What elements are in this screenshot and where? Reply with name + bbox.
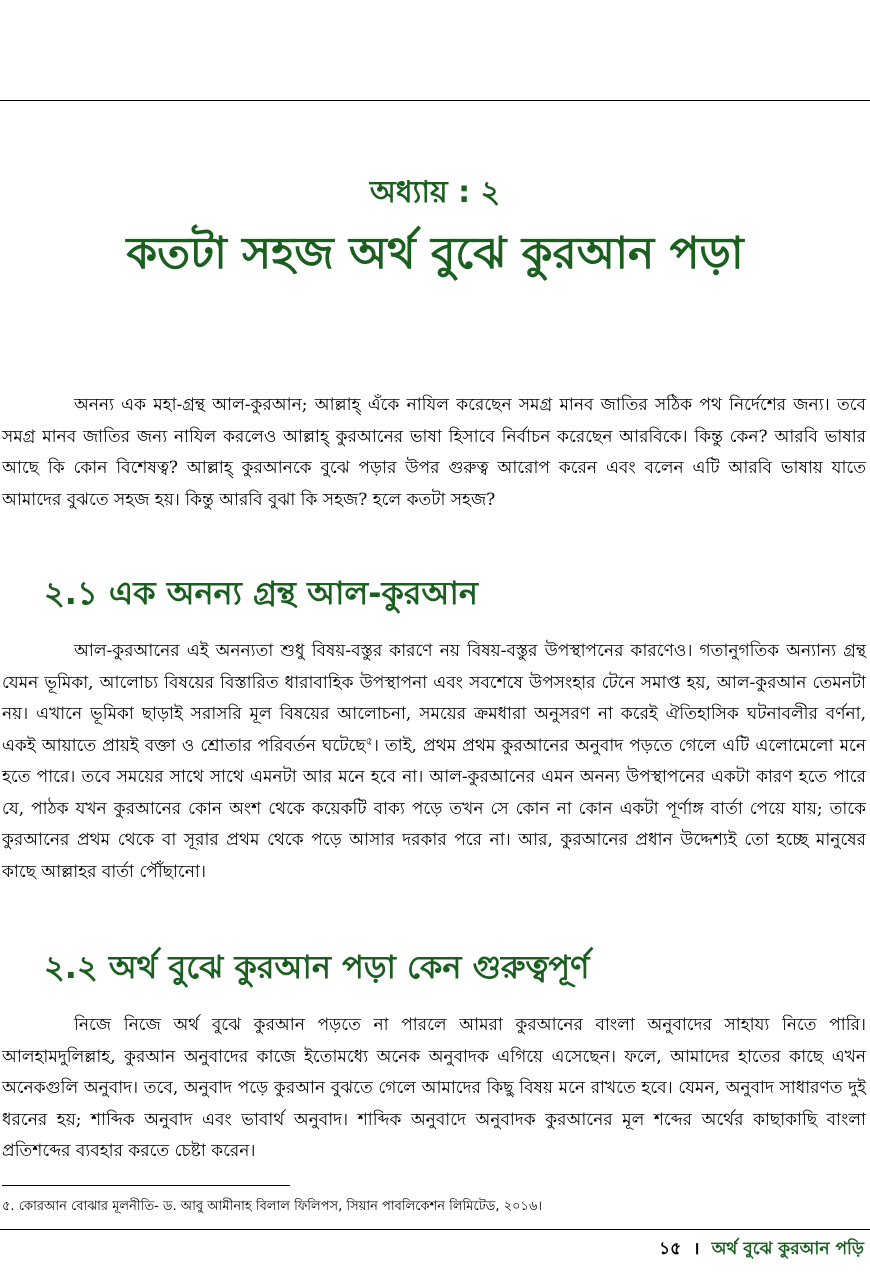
section-heading-2-2: ২.২ অর্থ বুঝে কুরআন পড়া কেন গুরুত্বপূর্ণ [44, 948, 590, 986]
section-2-1-text-b: । তাই, প্রথম প্রথম কুরআনের অনুবাদ পড়তে গেলে এটি এলোমেলো মনে হতে পারে। তবে সময়ের সাথে সাথে এমনটা আর মনে হবে না। আল-কুরআনের এমন অনন্য উপস্থাপনের একটা কারণ হতে পারে যে, পাঠক যখন কুরআনের কোন অংশ থেকে কয়েকটি বাক্য পড়ে তখন সে কোন না কোন একটা পূর্ণাঙ্গ বার্তা পেয়ে যায়; তাকে কুরআনের প্রথম থেকে বা সূরার প্রথম থেকে পড়ে আসার দরকার পরে না। আর, কুরআনের প্রধান উদ্দেশ্যই তো হচ্ছে মানুষের কাছে আল্লাহর বার্তা পৌঁছানো। [2, 735, 866, 882]
footer-separator: । [693, 1239, 700, 1259]
section-heading-2-1: ২.১ এক অনন্য গ্রন্থ আল-কুরআন [44, 574, 478, 612]
footer-rule [0, 1229, 870, 1230]
intro-paragraph: অনন্য এক মহা-গ্রন্থ আল-কুরআন; আল্লাহ্ এঁকে নাযিল করেছেন সমগ্র মানব জাতির সঠিক পথ নির্দেশের জন্য। তবে সমগ্র মানব জাতির জন্য নাযিল করলেও আল্লাহ্ কুরআনের ভাষা হিসাবে নির্বাচন করেছেন আরবিকে। কিন্তু কেন? আরবি ভাষার আছে কি কোন বিশেষত্ব? আল্লাহ্ কুরআনকে বুঝে পড়ার উপর গুরুত্ব আরোপ করেন এবং বলেন এটি আরবি ভাষায় যাতে আমাদের বুঝতে সহজ হয়। কিন্তু আরবি বুঝা কি সহজ? হলে কতটা সহজ? [2, 395, 866, 510]
footnote: ৫. কোরআন বোঝার মূলনীতি- ড. আবু আমীনাহ বিলাল ফিলিপস, সিয়ান পাবলিকেশন লিমিটেড, ২০১৬। [2, 1199, 543, 1214]
chapter-title: কতটা সহজ অর্থ বুঝে কুরআন পড়া [126, 228, 744, 279]
section-2-1-paragraph [2, 636, 866, 888]
section-2-1-text-a: আল-কুরআনের এই অনন্যতা শুধু বিষয়-বস্তুর কারণে নয় বিষয়-বস্তুর উপস্থাপনের কারণেও। গতানুগতিক অন্যান্য গ্রন্থ যেমন ভূমিকা, আলোচ্য বিষয়ের বিস্তারিত ধারাবাহিক উপস্থাপনা এবং সবশেষে উপসংহার টেনে সমাপ্ত হয়, আল-কুরআন তেমনটা নয়। এখানে ভূমিকা ছাড়াই সরাসরি মূল বিষয়ের আলোচনা, সময়ের ক্রমধারা অনুসরণ না করেই ঐতিহাসিক ঘটনাবলীর বর্ণনা, একই আয়াতে প্রায়ই বক্তা ও শ্রোতার পরিবর্তন ঘটেছে [2, 641, 866, 756]
section-2-2-paragraph: নিজে নিজে অর্থ বুঝে কুরআন পড়তে না পারলে আমরা কুরআনের বাংলা অনুবাদের সাহায্য নিতে পারি। আলহামদুলিল্লাহ, কুরআন অনুবাদের কাজে ইতোমধ্যে অনেক অনুবাদক এগিয়ে এসেছেন। ফলে, আমাদের হাতের কাছে এখন অনেকগুলি অনুবাদ। তবে, অনুবাদ পড়ে কুরআন বুঝতে গেলে আমাদের কিছু বিষয় মনে রাখতে হবে। যেমন, অনুবাদ সাধারণত দুই ধরনের হয়; শাব্দিক অনুবাদ এবং ভাবার্থ অনুবাদ। শাব্দিক অনুবাদে অনুবাদক কুরআনের মূল শব্দের অর্থের কাছাকাছি বাংলা প্রতিশব্দের ব্যবহার করতে চেষ্টা করেন। [2, 1015, 866, 1161]
footnote-ref[interactable]: ৫ [365, 733, 373, 747]
page-number: ১৫ [659, 1239, 682, 1259]
running-title: অর্থ বুঝে কুরআন পড়ি [711, 1239, 864, 1259]
header-rule [0, 100, 870, 101]
page-footer [659, 1236, 864, 1264]
footnote-rule [2, 1185, 290, 1186]
chapter-label: অধ্যায় : ২ [369, 175, 501, 210]
